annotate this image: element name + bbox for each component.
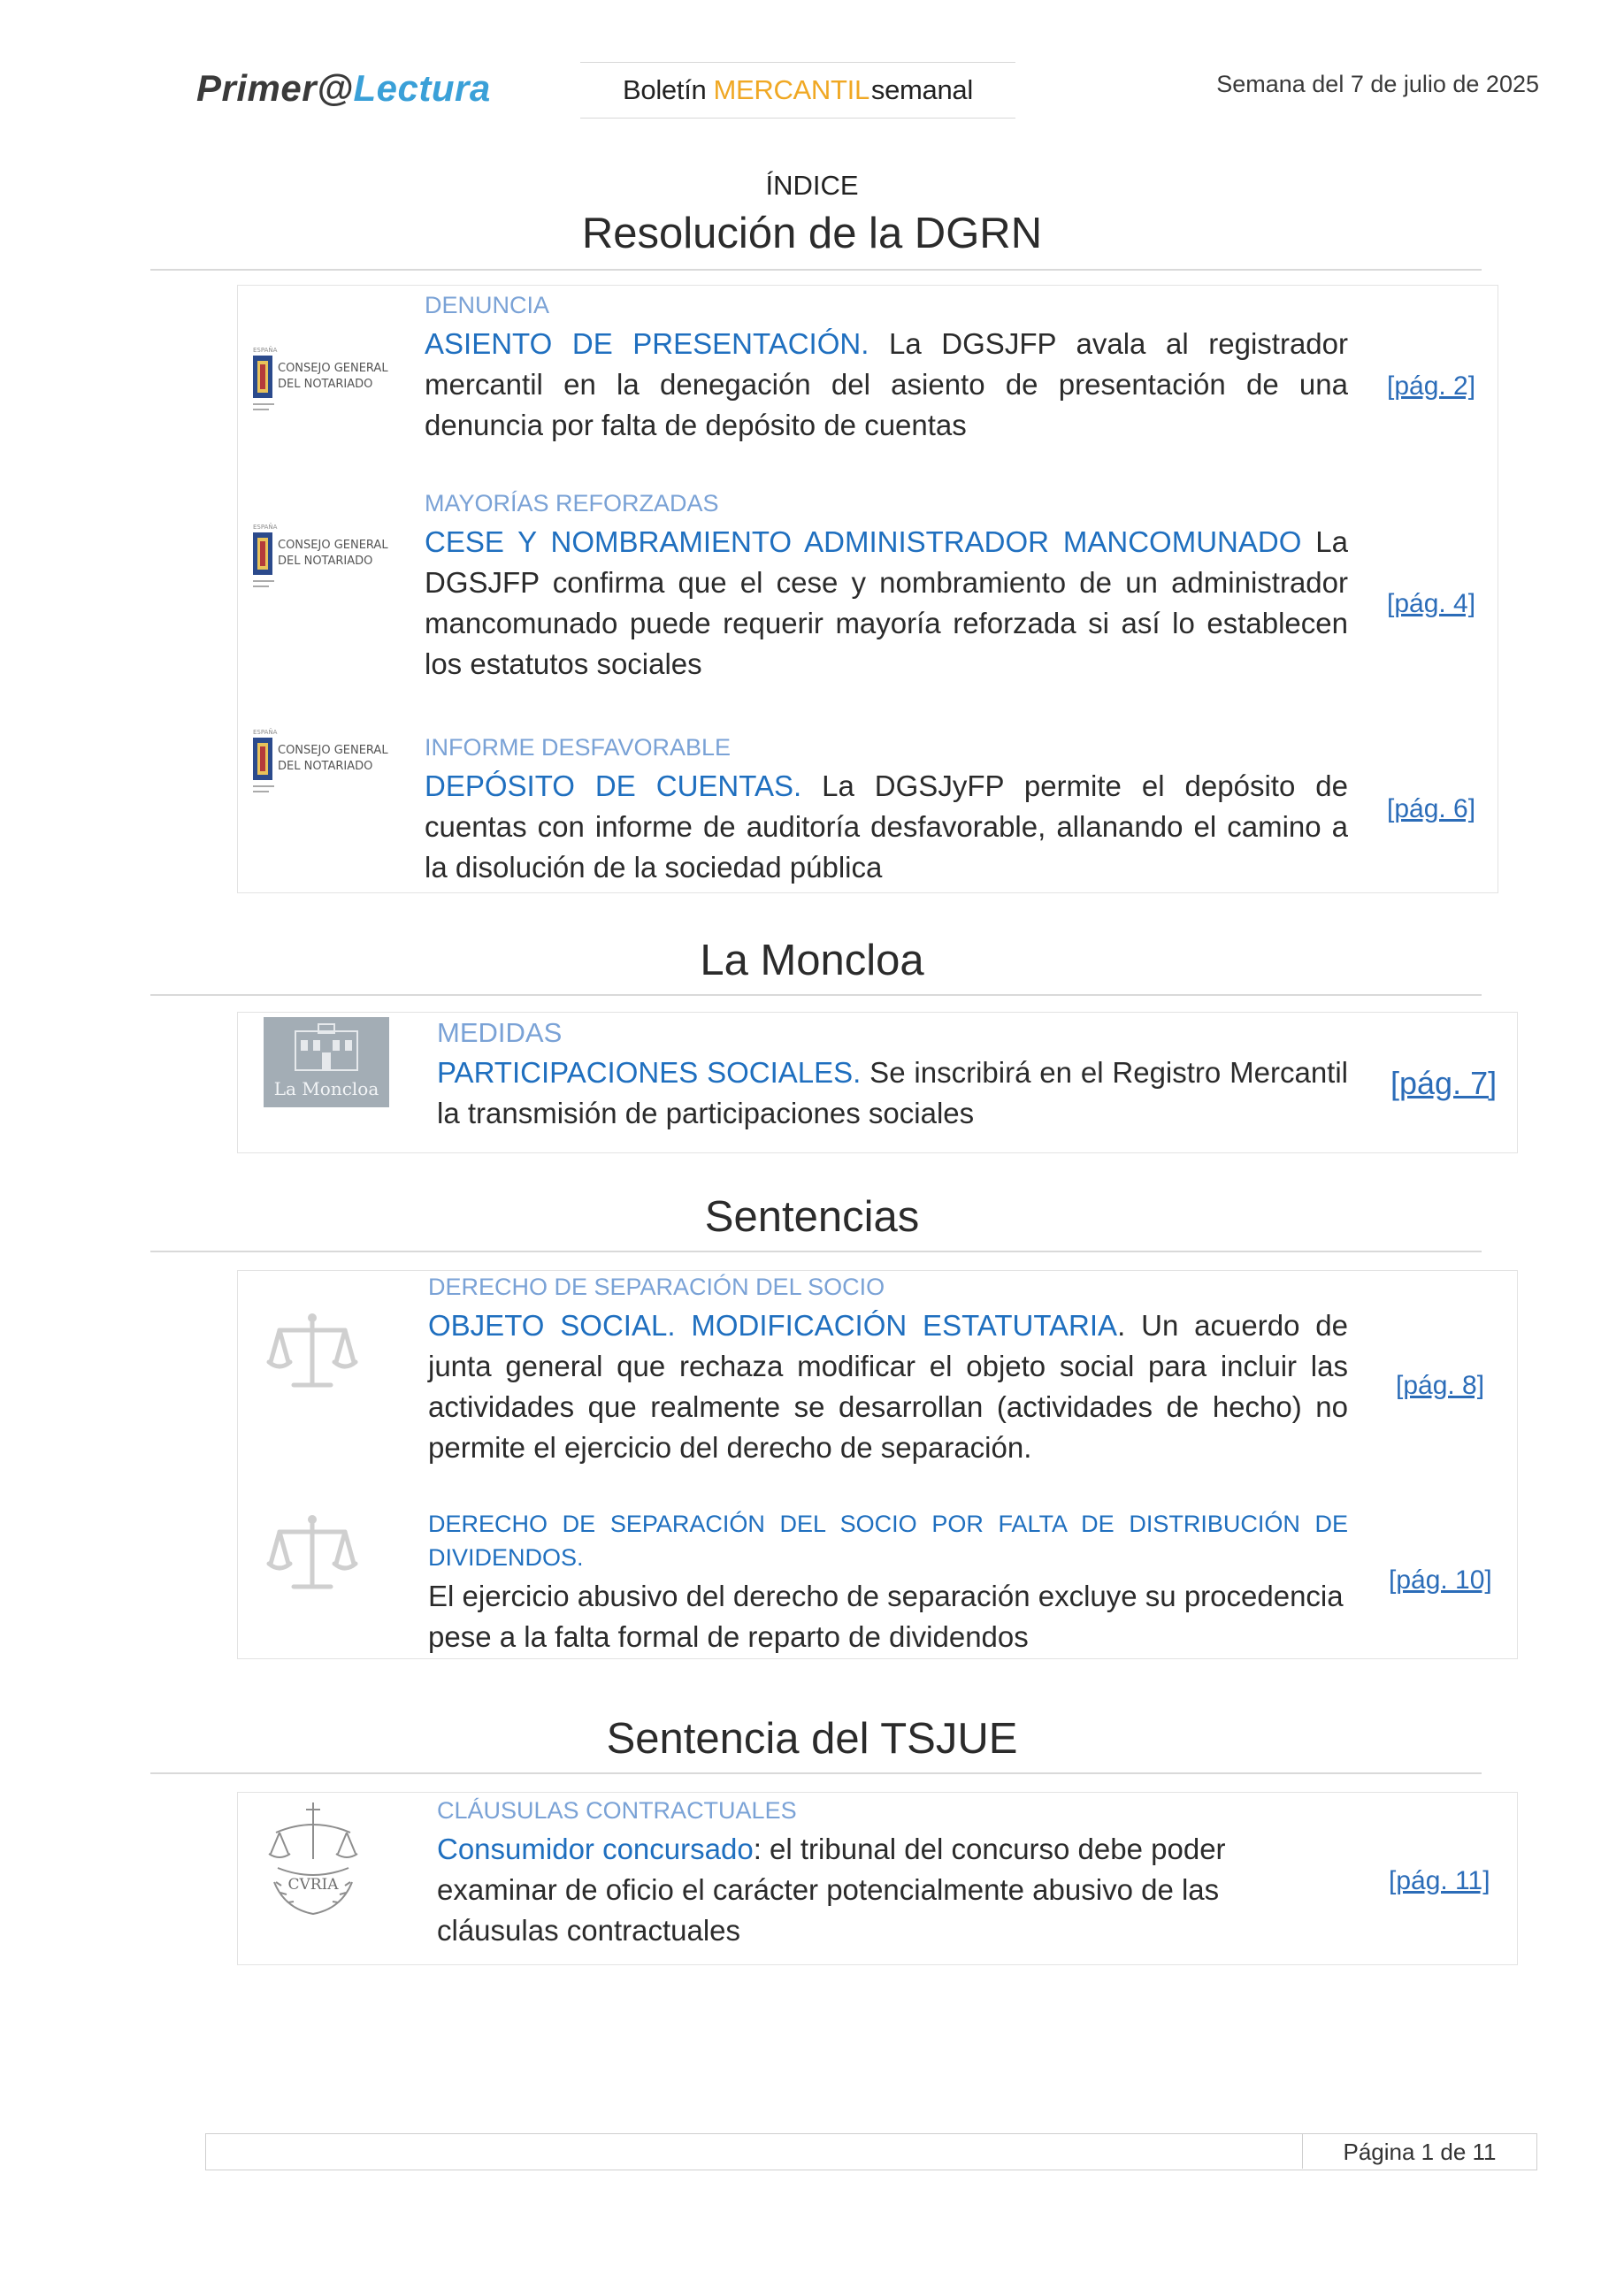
- tsjue-category: CLÁUSULAS CONTRACTUALES: [437, 1797, 797, 1824]
- sentencias-item2-lead: DERECHO DE SEPARACIÓN DEL SOCIO POR FALTA DE DISTRIBUCIÓN DE DIVIDENDOS.: [428, 1511, 1348, 1571]
- scales-of-justice-icon: [264, 1307, 361, 1404]
- consejo-general-notariado-logo: [249, 340, 391, 437]
- moncloa-summary: [437, 1052, 1348, 1134]
- section-title-moncloa: La Moncloa: [700, 937, 924, 984]
- dgrn-item3-summary: [425, 766, 1348, 888]
- sentencias-item1-summary: [428, 1305, 1348, 1468]
- sentencias-item2-page-link[interactable]: [pág. 10]: [1389, 1565, 1492, 1595]
- notario-logo-small: ESPAÑA: [253, 729, 278, 736]
- section-title-sentencias: Sentencias: [704, 1193, 920, 1241]
- page-number: Página 1 de 11: [1343, 2139, 1497, 2165]
- dgrn-item3-text: La DGSJyFP permite el depósito de cuentas con informe de auditoría desfavorable, allanando el camino a la disolución de la sociedad pública: [425, 769, 1348, 884]
- section-divider: [150, 1772, 1482, 1774]
- dgrn-item2-lead: CESE Y NOMBRAMIENTO ADMINISTRADOR MANCOMUNADO: [425, 525, 1302, 558]
- tsjue-lead: Consumidor concursado: [437, 1833, 754, 1865]
- sentencias-item1-lead: OBJETO SOCIAL. MODIFICACIÓN ESTATUTARIA: [428, 1309, 1118, 1342]
- dgrn-item2-page-link[interactable]: [pág. 4]: [1387, 589, 1476, 618]
- dgrn-item1-lead: ASIENTO DE PRESENTACIÓN.: [425, 327, 869, 360]
- notario-logo-line1: CONSEJO GENERAL: [278, 744, 388, 757]
- section-title-dgrn: Resolución de la DGRN: [581, 210, 1043, 257]
- notario-logo-line2: DEL NOTARIADO: [278, 555, 373, 568]
- week-label: Semana del 7 de julio de 2025: [1216, 71, 1539, 97]
- section-divider: [150, 269, 1482, 271]
- moncloa-text: Se inscribirá en el Registro Mercantil la transmisión de participaciones sociales: [437, 1056, 1348, 1129]
- bulletin-highlight: MERCANTIL: [713, 74, 869, 105]
- dgrn-item3-lead: DEPÓSITO DE CUENTAS.: [425, 769, 802, 802]
- curia-logo: [258, 1797, 368, 1921]
- notario-logo-line2: DEL NOTARIADO: [278, 760, 373, 773]
- moncloa-logo: [264, 1017, 389, 1107]
- sentencias-item1-page-link[interactable]: [pág. 8]: [1396, 1371, 1485, 1400]
- moncloa-lead: PARTICIPACIONES SOCIALES.: [437, 1056, 862, 1089]
- moncloa-page-link[interactable]: [pág. 7]: [1390, 1065, 1498, 1101]
- dgrn-item1-summary: [425, 324, 1348, 446]
- notario-logo-line2: DEL NOTARIADO: [278, 378, 373, 391]
- brand-logo: [196, 67, 491, 110]
- tsjue-text: : el tribunal del concurso debe poder examinar de oficio el carácter potencialmente abusivo de las cláusulas contractuales: [437, 1833, 1226, 1947]
- section-divider: [150, 1251, 1482, 1252]
- consejo-general-notariado-logo: [249, 722, 391, 819]
- dgrn-item1-page-link[interactable]: [pág. 2]: [1387, 371, 1476, 401]
- sentencias-item1-text: . Un acuerdo de junta general que rechaza modificar el objeto social para incluir las actividades que realmente se desarrollan (actividades de hecho) no permite el ejercicio del derecho de separación.: [428, 1309, 1348, 1464]
- curia-logo-text: CVRIA: [287, 1876, 339, 1894]
- section-divider: [150, 994, 1482, 996]
- dgrn-item2-summary: [425, 522, 1348, 685]
- footer-separator: [1302, 2133, 1303, 2169]
- dgrn-item2-text: La DGSJFP confirma que el cese y nombramiento de un administrador mancomunado puede requerir mayoría reforzada si así lo establecen los estatutos sociales: [425, 525, 1348, 680]
- notario-logo-small: ESPAÑA: [253, 524, 278, 531]
- bulletin-suffix: semanal: [870, 74, 973, 105]
- index-heading: ÍNDICE: [765, 170, 859, 201]
- brand-logo-part2: Lectura: [353, 67, 491, 109]
- consejo-general-notariado-logo: [249, 517, 391, 614]
- section-title-tsjue: Sentencia del TSJUE: [606, 1715, 1018, 1763]
- dgrn-item1-category: DENUNCIA: [425, 292, 550, 318]
- tsjue-page-link[interactable]: [pág. 11]: [1389, 1866, 1490, 1895]
- notario-logo-small: ESPAÑA: [253, 347, 278, 354]
- sentencias-item1-category: DERECHO DE SEPARACIÓN DEL SOCIO: [428, 1274, 885, 1300]
- sentencias-item2-text: El ejercicio abusivo del derecho de separación excluye su procedencia pese a la falta formal de reparto de dividendos: [428, 1580, 1344, 1653]
- dgrn-item3-page-link[interactable]: [pág. 6]: [1387, 794, 1476, 823]
- dgrn-item2-category: MAYORÍAS REFORZADAS: [425, 490, 719, 517]
- brand-logo-part1: Primer@: [196, 67, 354, 109]
- moncloa-category: MEDIDAS: [437, 1017, 563, 1048]
- notario-logo-line1: CONSEJO GENERAL: [278, 362, 388, 375]
- notario-logo-line1: CONSEJO GENERAL: [278, 539, 388, 552]
- bulletin-title: [580, 62, 1015, 119]
- scales-of-justice-icon: [264, 1509, 361, 1606]
- dgrn-item1-text: La DGSJFP avala al registrador mercantil en la denegación del asiento de presentación de una denuncia por falta de depósito de cuentas: [425, 327, 1348, 441]
- moncloa-logo-text: La Moncloa: [273, 1078, 379, 1099]
- tsjue-summary: [437, 1829, 1260, 1951]
- dgrn-item3-category: INFORME DESFAVORABLE: [425, 734, 732, 761]
- bulletin-prefix: Boletín: [623, 74, 707, 105]
